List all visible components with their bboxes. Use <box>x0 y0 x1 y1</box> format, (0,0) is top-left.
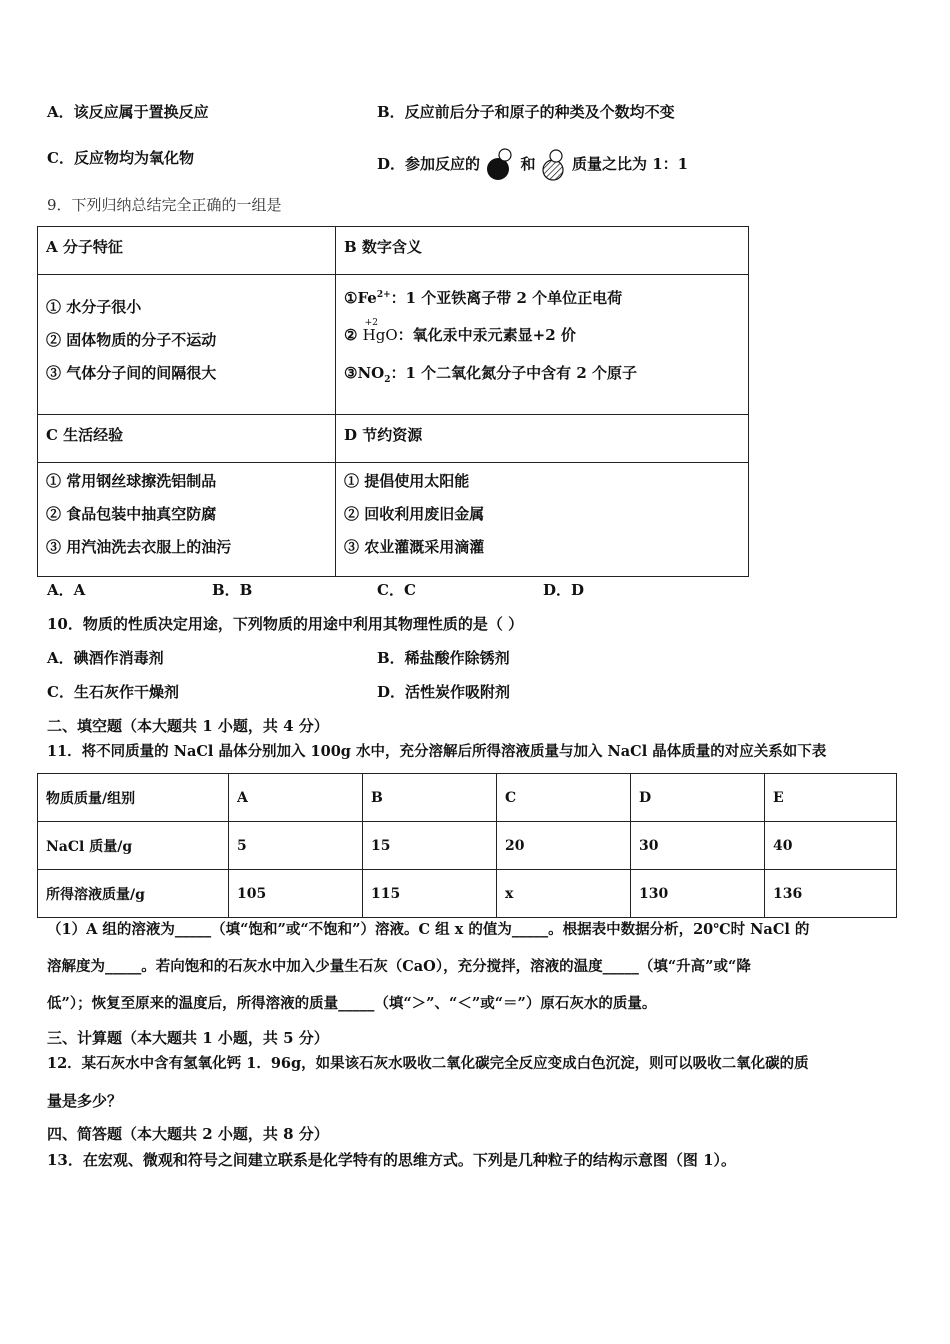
q8-option-a: A．该反应属于置换反应 <box>47 103 209 121</box>
q9-a-item-3: ③ 气体分子间的间隔很大 <box>46 364 217 382</box>
q9-b-item-1: $①Fe^{2+}$：1 个亚铁离子带 2 个单位正电荷 <box>344 289 623 307</box>
q9-cell-d-head: D 节约资源 <box>336 415 749 463</box>
q13-stem: 13．在宏观、微观和符号之间建立联系是化学特有的思维方式。下列是几种粒子的结构示意图（图 1）。 <box>47 1151 737 1169</box>
q11-header-c: C <box>497 774 631 822</box>
section-4-heading: 四、简答题（本大题共 2 小题，共 8 分） <box>47 1125 329 1143</box>
q9-d-item-1: ① 提倡使用太阳能 <box>344 472 470 490</box>
q8-option-d-prefix: D．参加反应的 <box>377 155 481 173</box>
q9-a-item-2: ② 固体物质的分子不运动 <box>46 331 217 349</box>
q11-row1-a: 5 <box>229 822 363 870</box>
q11-row1-e: 40 <box>765 822 897 870</box>
q11-header-0: 物质质量/组别 <box>38 774 229 822</box>
q11-row2-label: 所得溶液质量/g <box>38 870 229 918</box>
q10-option-d: D．活性炭作吸附剂 <box>377 683 511 701</box>
q11-part1-line1: （1）A 组的溶液为_____（填“饱和”或“不饱和”）溶液。C 组 x 的值为_____。根据表中数据分析，20℃时 NaCl 的 <box>47 921 810 938</box>
q11-row2-c: x <box>497 870 631 918</box>
q9-stem: 9．下列归纳总结完全正确的一组是 <box>47 196 282 214</box>
q8-option-d-and: 和 <box>520 155 536 173</box>
q9-d-item-3: ③ 农业灌溉采用滴灌 <box>344 538 485 556</box>
q11-row1-label: NaCl 质量/g <box>38 822 229 870</box>
q11-stem: 11．将不同质量的 NaCl 晶体分别加入 100g 水中，充分溶解后所得溶液质量与加入 NaCl 晶体质量的对应关系如下表 <box>47 743 827 760</box>
q8-option-c: C．反应物均为氧化物 <box>47 149 194 167</box>
q11-table <box>37 773 897 918</box>
hatched-molecule-icon <box>541 148 567 182</box>
q11-row2-a: 105 <box>229 870 363 918</box>
q12-line2: 量是多少？ <box>47 1092 123 1110</box>
q11-header-a: A <box>229 774 363 822</box>
q9-table <box>37 226 749 577</box>
q9-cell-b-body <box>336 275 749 415</box>
q9-cell-a-head: A 分子特征 <box>38 227 336 275</box>
q9-b-item-2: ② +2 HgO：氧化汞中汞元素显+2 价 <box>344 318 576 344</box>
q9-cell-c-body <box>38 463 336 577</box>
q11-header-e: E <box>765 774 897 822</box>
q9-c-item-3: ③ 用汽油洗去衣服上的油污 <box>46 538 232 556</box>
q9-c-item-1: ① 常用钢丝球擦洗铝制品 <box>46 472 217 490</box>
q10-stem: 10．物质的性质决定用途，下列物质的用途中利用其物理性质的是（ ） <box>47 615 524 633</box>
q11-row1-c: 20 <box>497 822 631 870</box>
q11-row1-d: 30 <box>631 822 765 870</box>
q10-option-b: B．稀盐酸作除锈剂 <box>377 649 510 667</box>
q10-option-a: A．碘酒作消毒剂 <box>47 649 164 667</box>
q9-a-item-1: ① 水分子很小 <box>46 298 142 316</box>
q9-cell-c-head: C 生活经验 <box>38 415 336 463</box>
q8-option-b: B．反应前后分子和原子的种类及个数均不变 <box>377 103 675 121</box>
q11-row1-b: 15 <box>363 822 497 870</box>
q9-option-c: C．C <box>377 581 416 599</box>
q9-cell-d-body <box>336 463 749 577</box>
section-3-heading: 三、计算题（本大题共 1 小题，共 5 分） <box>47 1029 329 1047</box>
dark-molecule-icon <box>485 148 515 182</box>
q11-row2-b: 115 <box>363 870 497 918</box>
q11-row2-d: 130 <box>631 870 765 918</box>
q11-row2-e: 136 <box>765 870 897 918</box>
q8-option-d <box>377 148 688 182</box>
q9-c-item-2: ② 食品包装中抽真空防腐 <box>46 505 217 523</box>
q8-option-d-suffix: 质量之比为 1：1 <box>571 155 689 173</box>
q9-cell-a-body <box>38 275 336 415</box>
q9-option-a: A．A <box>47 581 86 599</box>
q11-header-d: D <box>631 774 765 822</box>
q12-line1: 12．某石灰水中含有氢氧化钙 1．96g，如果该石灰水吸收二氧化碳完全反应变成白色沉淀，则可以吸收二氧化碳的质 <box>47 1055 809 1072</box>
q9-option-b: B．B <box>212 581 253 599</box>
section-2-heading: 二、填空题（本大题共 1 小题，共 4 分） <box>47 717 329 735</box>
q11-part1-line2: 溶解度为_____。若向饱和的石灰水中加入少量生石灰（CaO），充分搅拌，溶液的温度_____（填“升高”或“降 <box>47 958 751 975</box>
q9-d-item-2: ② 回收利用废旧金属 <box>344 505 485 523</box>
q11-header-b: B <box>363 774 497 822</box>
q10-option-c: C．生石灰作干燥剂 <box>47 683 179 701</box>
q9-cell-b-head: B 数字含义 <box>336 227 749 275</box>
q11-part1-line3: 低”）；恢复至原来的温度后，所得溶液的质量_____（填“＞”、“＜”或“＝”）原石灰水的质量。 <box>47 995 657 1012</box>
q9-option-d: D．D <box>543 581 585 599</box>
q9-b-item-3: $③NO_2$：1 个二氧化氮分子中含有 2 个原子 <box>344 364 638 385</box>
